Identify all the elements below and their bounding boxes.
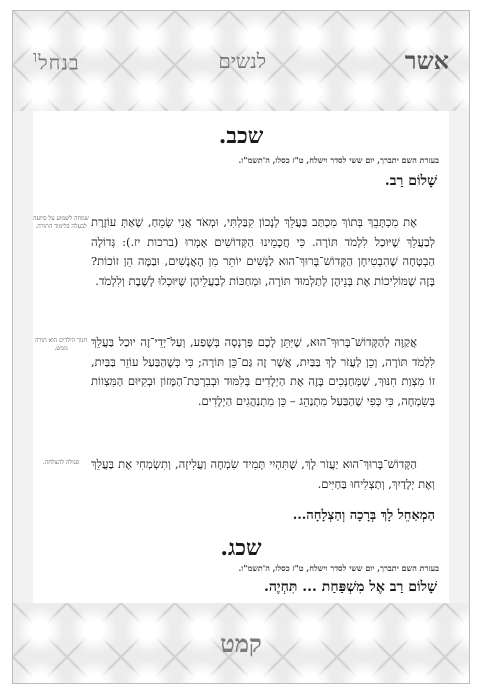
letter-number: שכב.: [218, 123, 264, 149]
header-volume-mark: ו: [33, 46, 39, 66]
letter-greeting: שָׁלוֹם רַב אֶל מִשְׁפַּחַת ... תִּחְיֶה.: [263, 579, 437, 595]
header-title-left: [33, 47, 80, 76]
letter-dateline: בעזרת השם יתברך, יום ששי לסדר וישלח, ט"ז כסלו, ה'תשמ"ו.: [238, 155, 439, 165]
header-title-center: לנשים: [218, 48, 267, 73]
margin-note: סגולה להצלחה.: [42, 459, 80, 466]
margin-note: שמחה לשמוע על סיועה לבעלה בלימוד התורה.: [33, 215, 89, 230]
letter-paragraph: [91, 333, 435, 411]
paragraph-text: הַקָּדוֹשׁ־בָּרוּךְ־הוּא יַעֲזֹר לָךְ, שֶׁתִּהְיִי תָּמִיד שִׂמְחָה וַעֲלִיזָה, וְתִשְׂמְחִי אֶת בַּעֲלֵךְ וְאֶת יְלָדַיִךְ, וְתַצְלִיחוּ בַּחַיִּים.: [91, 457, 435, 491]
letter-number: שכג.: [220, 535, 262, 561]
paragraph-text: אֶת מִכְתָּבֵךְ בְּתוֹךְ מִכְתַּב בַּעֲלֵךְ לְנָכוֹן קִבַּלְתִּי, וּמְאֹד אֲנִי שָׂמֵחַ, שֶׁאַתְּ עוֹזֶרֶת לְבַעֲלֵךְ שֶׁיּוּכַל לִלְמֹד תּוֹרָה. כִּי חֲכָמֵינוּ הַקְּדוֹשִׁים אָמְרוּ (ברכות יז.): גְּדוֹלָה הַבְטָחָה שֶׁהִבְטִיחָן הַקָּדוֹשׁ־בָּרוּךְ־הוּא לַנָּשִׁים יוֹתֵר מִן הָאֲנָשִׁים, וּבַמֶּה הֵן זוֹכוֹת? בָּזֶה שֶׁמּוֹלִיכוֹת אֶת בְּנֵיהֶן לְתַלְמוּד תּוֹרָה, וּמְחַכּוֹת לְבַעֲלֵיהֶן שֶׁיּוּכְלוּ לָשֶׁבֶת וְלִלְמֹד.: [91, 215, 435, 288]
letter-dateline: בעזרת השם יתברך, יום ששי לסדר וישלח, ט"ז כסלו, ה'תשמ"ו.: [238, 563, 439, 573]
header-title-left-text: בנחל: [38, 50, 80, 75]
letter-paragraph: [91, 455, 435, 494]
paragraph-text: אֲקַוֶּה לְהַקָּדוֹשׁ־בָּרוּךְ־הוּא, שֶׁיִּתֵּן לָכֶם פַּרְנָסָה בְּשֶׁפַע, וְעַל־יְדֵי־זֶה יוּכַל בַּעֲלֵךְ לִלְמֹד תּוֹרָה, וְכֵן לַעֲזֹר לָךְ בַּבַּיִת, אֲשֶׁר זֶה גַּם־כֵּן תּוֹרָה; כִּי כְּשֶׁהַבַּעַל עוֹזֵר בַּבַּיִת, זוֹ מִצְוַת חִנּוּךְ, שֶׁמְּחַנְּכִים בָּזֶה אֶת הַיְלָדִים בְּלִמּוּד וּבְבִרְכַּת־הַמָּזוֹן וּבְקִיּוּם הַמִּצְווֹת בְּשִׂמְחָה, כִּי כְּפִי שֶׁהַבַּעַל מִתְנַהֵג – כֵּן מִתְנַהֲגִים הַיְלָדִים.: [91, 335, 435, 408]
margin-note: חנוך הילדים הוא תורה ממש.: [35, 337, 87, 352]
running-header: [33, 41, 449, 81]
letter-paragraph: [91, 213, 435, 291]
page-content: [33, 111, 449, 603]
page-frame: [12, 10, 470, 684]
letter-closing: הַמְאַחֵל לָךְ בְּרָכָה וְהַצְלָחָה...: [292, 508, 435, 523]
page-number: קמט: [220, 629, 262, 658]
header-title-right: אשר: [404, 46, 449, 75]
letter-greeting: שָׁלוֹם רַב.: [384, 173, 437, 189]
